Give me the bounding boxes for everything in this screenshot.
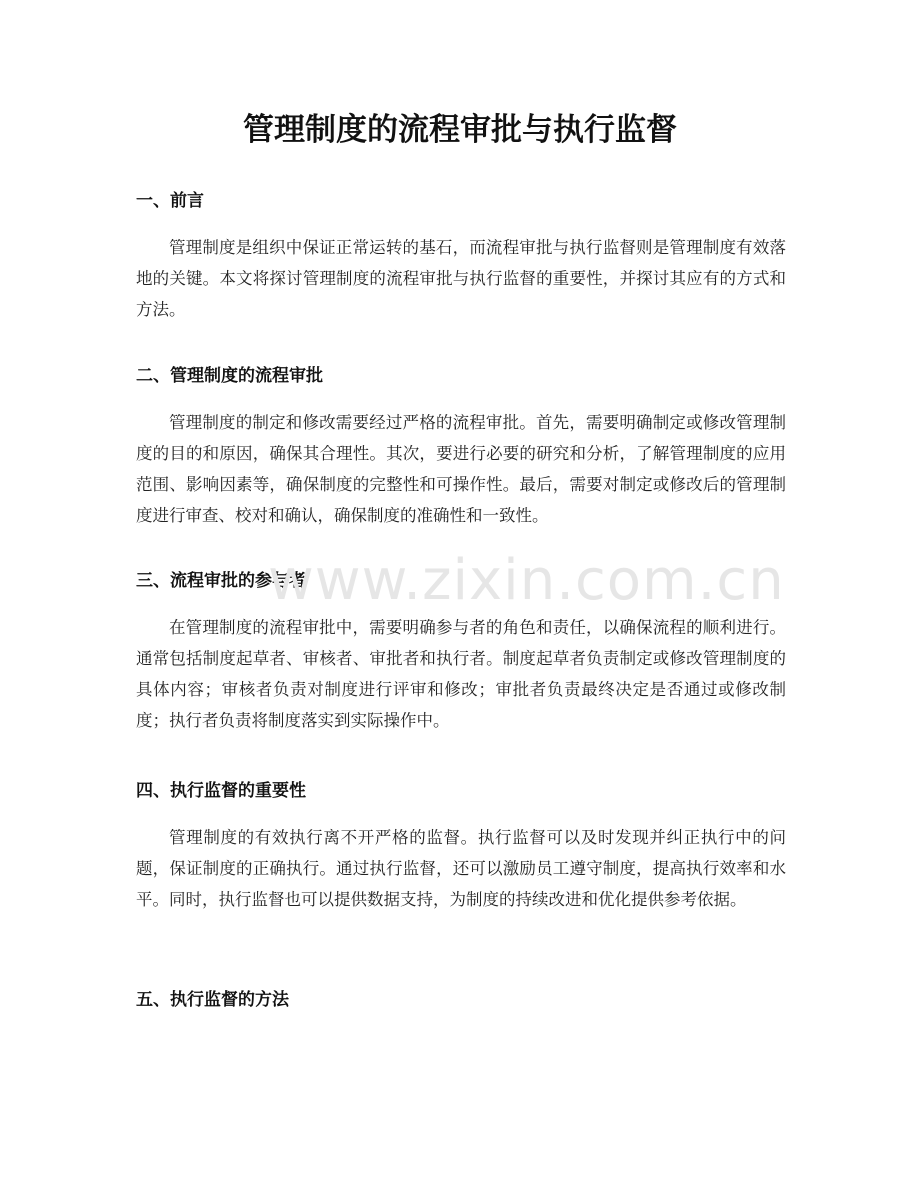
document-title: 管理制度的流程审批与执行监督 xyxy=(243,112,677,148)
section-paragraph: 管理制度的制定和修改需要经过严格的流程审批。首先，需要明确制定或修改管理制度的目的和原因，确保其合理性。其次，要进行必要的研究和分析，了解管理制度的应用范围、影响因素等，确保制度的完整性和可操作性。最后，需要对制定或修改后的管理制度进行审查、校对和确认，确保制度的准确性和一致性。 xyxy=(136,413,786,525)
section-paragraph: 在管理制度的流程审批中，需要明确参与者的角色和责任，以确保流程的顺利进行。通常包括制度起草者、审核者、审批者和执行者。制度起草者负责制定或修改管理制度的具体内容；审核者负责对制度进行评审和修改；审批者负责最终决定是否通过或修改制度；执行者负责将制度落实到实际操作中。 xyxy=(136,618,786,730)
section-participants xyxy=(136,567,786,736)
section-paragraph: 管理制度是组织中保证正常运转的基石，而流程审批与执行监督则是管理制度有效落地的关键。本文将探讨管理制度的流程审批与执行监督的重要性，并探讨其应有的方式和方法。 xyxy=(136,238,786,319)
section-heading: 四、执行监督的重要性 xyxy=(136,781,306,801)
section-approval-process xyxy=(136,362,786,531)
section-preface xyxy=(136,187,786,325)
watermark: www.zixin.com.cn xyxy=(268,548,785,613)
section-supervision-methods xyxy=(136,986,786,1014)
section-supervision-importance xyxy=(136,777,786,915)
section-heading: 五、执行监督的方法 xyxy=(136,990,289,1010)
section-heading: 二、管理制度的流程审批 xyxy=(136,366,323,386)
section-paragraph: 管理制度的有效执行离不开严格的监督。执行监督可以及时发现并纠正执行中的问题，保证制度的正确执行。通过执行监督，还可以激励员工遵守制度，提高执行效率和水平。同时，执行监督也可以提供数据支持，为制度的持续改进和优化提供参考依据。 xyxy=(136,828,786,909)
section-heading: 三、流程审批的参与者 xyxy=(136,571,306,591)
section-heading: 一、前言 xyxy=(136,191,204,211)
